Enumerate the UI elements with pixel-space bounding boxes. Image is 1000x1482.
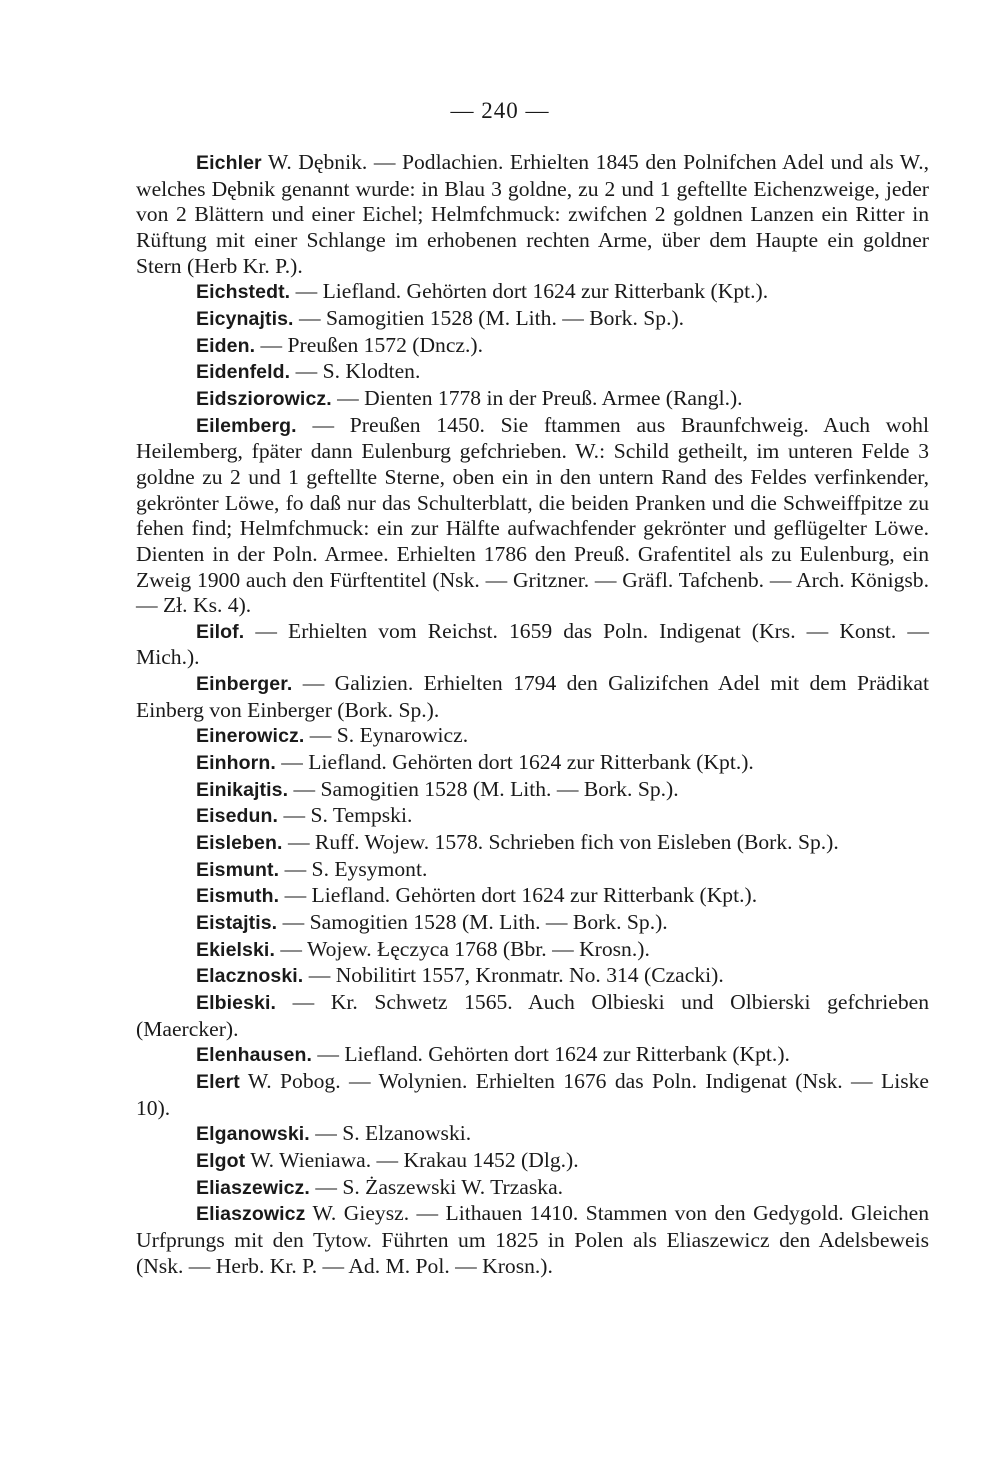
entry-eismunt [136,857,929,884]
entry-headword: Elacznoski. [196,965,304,988]
entry-eisedun [136,803,929,830]
entry-eicynajtis [136,306,929,333]
entry-headword: Einerowicz. [196,725,305,748]
entry-text: — S. Elzanowski. [315,1121,472,1146]
entry-eidsziorowicz [136,386,929,413]
entry-text: — Preußen 1450. Sie ftammen aus Braunfchweig. Auch wohl Heilemberg, fpäter dann Eulenburg gefchrieben. W.: Schild getheilt, im unteren Felde 3 goldne zu 2 und 1 geftellte Sterne, oben ein in den untern Rand des Feldes verfinkender, gekrönter Löwe, fo daß nur das Schulterblatt, die beiden Pranken und die Schweiffpitze zu fehen find; Helmfchmuck: ein zur Hälfte aufwachfender gekrönter und geflügelter Löwe. Dienten in der Poln. Armee. Erhielten 1786 den Preuß. Grafentitel als zu Eulenburg, ein Zweig 1900 auch den Fürftentitel (Nsk. — Gritzner. — Gräfl. Tafchenb. — Arch. Königsb. — Zł. Ks. 4). [136,412,929,618]
entry-text: — S. Eynarowicz. [309,723,469,748]
entry-eistajtis [136,910,929,937]
entry-text: — S. Eysymont. [284,856,428,881]
entry-text: — Liefland. Gehörten dort 1624 zur Ritterbank (Kpt.). [281,750,754,775]
entry-headword: Eilemberg. [196,414,297,437]
entry-eichstedt [136,279,929,306]
entry-text: — Galizien. Erhielten 1794 den Galizifchen Adel mit dem Prädikat Einberg von Einberger (Bork. Sp.). [136,671,929,722]
entry-text: — Liefland. Gehörten dort 1624 zur Ritterbank (Kpt.). [284,883,758,908]
entry-eidenfeld [136,359,929,386]
entry-eilemberg [136,413,929,619]
entry-headword: Eisedun. [196,805,279,828]
entry-einikajtis [136,777,929,804]
entry-elganowski [136,1121,929,1148]
entry-text: — Dienten 1778 in der Preuß. Armee (Rangl.). [337,385,743,410]
entry-text: — Erhielten vom Reichst. 1659 das Poln. Indigenat (Krs. — Konst. — Mich.). [136,618,930,670]
entry-text: — Samogitien 1528 (M. Lith. — Bork. Sp.). [298,305,685,330]
entry-text: W. Dębnik. — Podlachien. Erhielten 1845 den Polnifchen Adel und als W., welches Dębnik genannt wurde: in Blau 3 goldne, zu 2 und 1 geftellte Eichenzweige, jeder von 2 Blättern und einer Eichel; Helmfchmuck: zwifchen 2 goldnen Lanzen ein Ritter in Rüftung mit einer Schlange im erhobenen rechten Arme, über dem Haupte ein goldner Stern (Herb Kr. P.). [136,150,929,278]
entry-text: — S. Tempski. [283,803,413,828]
entry-eilof [136,619,929,671]
entry-text: — Samogitien 1528 (M. Lith. — Bork. Sp.). [282,910,668,935]
entry-headword: Elenhausen. [196,1044,312,1067]
entry-headword: Eidenfeld. [196,361,291,384]
entry-eliaszewicz [136,1175,929,1202]
entry-headword: Eismunt. [196,858,280,881]
entry-headword: Einikajtis. [196,778,289,801]
entry-headword: Elbieski. [196,992,277,1014]
entry-text: — S. Żaszewski W. Trzaska. [315,1174,564,1199]
entry-headword: Elgot [196,1149,246,1172]
entry-eiden [136,333,929,360]
entry-elgot [136,1148,929,1175]
entry-headword: Elert [196,1070,240,1093]
entry-elenhausen [136,1042,929,1069]
entry-text: — Liefland. Gehörten dort 1624 zur Ritterbank (Kpt.). [295,279,769,304]
entry-list [136,150,929,1279]
entry-headword: Eichstedt. [196,281,291,304]
entry-headword: Eistajtis. [196,912,278,935]
entry-text: W. Wieniawa. — Krakau 1452 (Dlg.). [250,1147,579,1172]
entry-einhorn [136,750,929,777]
entry-headword: Elganowski. [196,1123,310,1146]
entry-text: — Ruff. Wojew. 1578. Schrieben fich von Eisleben (Bork. Sp.). [287,830,839,855]
entry-text: — Kr. Schwetz 1565. Auch Olbieski und Olbierski gefchrieben (Maercker). [136,990,929,1041]
entry-headword: Einberger. [196,673,293,696]
entry-headword: Eiden. [196,334,256,357]
entry-text: W. Gieysz. — Lithauen 1410. Stammen von den Gedygold. Gleichen Urfprungs mit den Tytow. Führten um 1825 in Polen als Eliaszewicz den Adelsbeweis (Nsk. — Herb. Kr. P. — Ad. M. Pol. — Krosn.). [136,1201,929,1278]
entry-eisleben [136,830,929,857]
entry-einberger [136,671,929,723]
entry-headword: Eisleben. [196,832,283,855]
entry-elacznoski [136,963,929,990]
entry-headword: Eilof. [196,620,245,643]
entry-headword: Ekielski. [196,938,275,961]
entry-text: — Nobilitirt 1557, Kronmatr. No. 314 (Czacki). [308,963,724,988]
entry-headword: Eliaszowicz [196,1203,306,1226]
entry-einerowicz [136,723,929,750]
entry-headword: Eicynajtis. [196,307,294,330]
entry-elbieski [136,990,929,1042]
entry-text: — Wojew. Łęczyca 1768 (Bbr. — Krosn.). [280,936,650,961]
entry-headword: Eichler [196,152,262,174]
entry-text: W. Pobog. — Wolynien. Erhielten 1676 das Poln. Indigenat (Nsk. — Liske 10). [136,1068,929,1120]
entry-eliaszowicz [136,1201,929,1279]
entry-headword: Einhorn. [196,752,276,775]
entry-headword: Eliaszewicz. [196,1176,310,1199]
entry-text: — Samogitien 1528 (M. Lith. — Bork. Sp.). [293,776,679,801]
entry-headword: Eismuth. [196,885,280,908]
entry-eichler [136,150,929,279]
entry-headword: Eidsziorowicz. [196,387,332,410]
entry-elert [136,1069,929,1121]
entry-ekielski [136,937,929,964]
page-number: — 240 — [450,98,550,123]
entry-text: — Preußen 1572 (Dncz.). [260,332,484,357]
entry-eismuth [136,883,929,910]
entry-text: — S. Klodten. [295,359,421,384]
entry-text: — Liefland. Gehörten dort 1624 zur Ritterbank (Kpt.). [317,1042,790,1067]
